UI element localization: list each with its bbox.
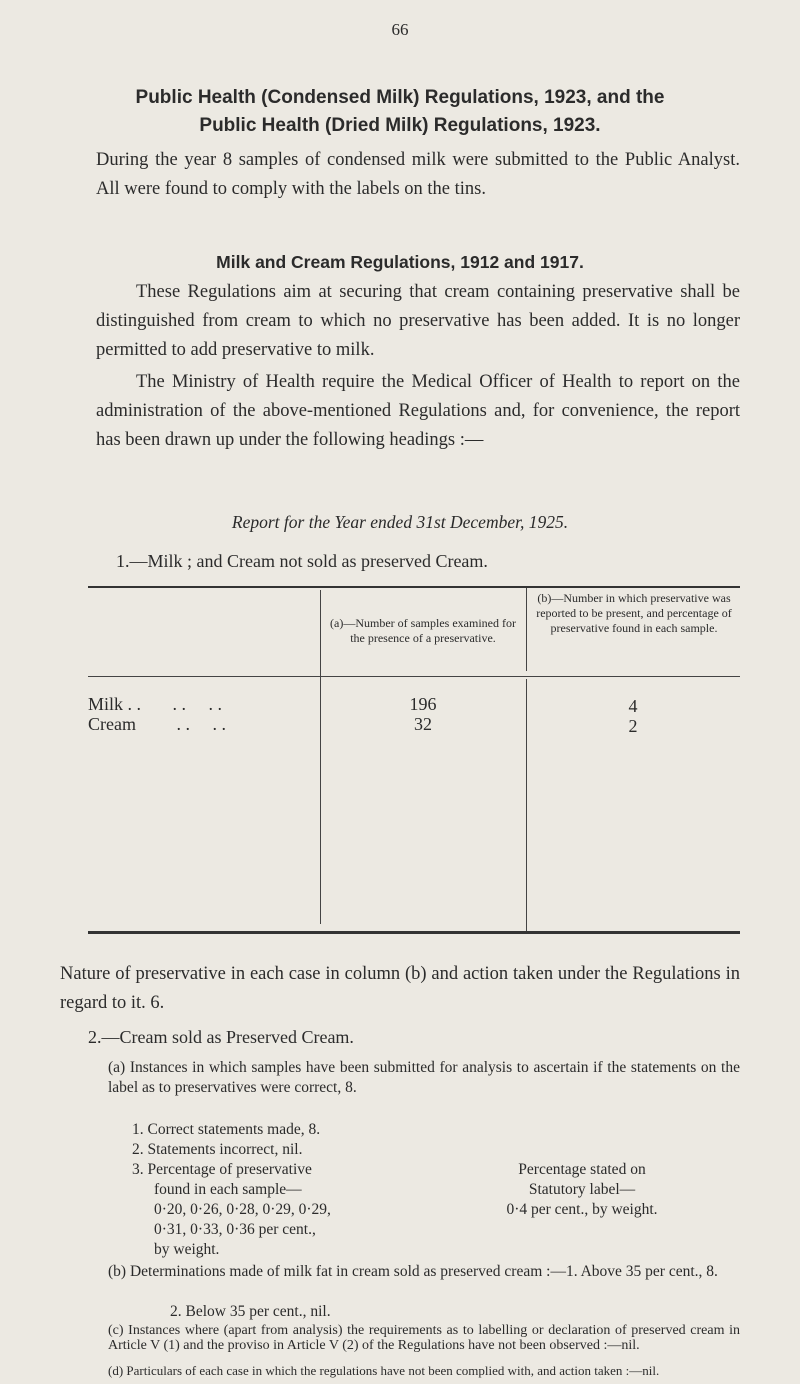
milk-preservative-count: 4: [628, 696, 638, 716]
stated-line-2: Statutory label—: [528, 1181, 636, 1198]
list-item-1: 1. Correct statements made, 8.: [132, 1121, 321, 1138]
section-2-heading: 2.—Cream sold as Preserved Cream.: [88, 1027, 354, 1047]
item-a: (a) Instances in which samples have been submitted for analysis to ascertain if the statements on the label as to preservatives were correct, 8.: [108, 1059, 740, 1096]
heading-line-2: Public Health (Dried Milk) Regulations, 1923.: [199, 115, 601, 136]
column-a-header: (a)—Number of samples examined for the presence of a preservative.: [330, 616, 516, 645]
item-b-2: 2. Below 35 per cent., nil.: [170, 1303, 331, 1320]
heading-condensed-milk: [0, 84, 800, 140]
item-d: (d) Particulars of each case in which the regulations have not been complied with, and action taken :—nil.: [108, 1364, 660, 1378]
paragraph-regulations-aim: These Regulations aim at securing that cream containing preservative shall be distinguished from cream to which no preservative has been added. It is no longer permitted to add preservative to milk.: [96, 282, 740, 360]
milk-samples-examined: 196: [409, 694, 437, 714]
preservative-table: [88, 586, 740, 918]
item-c: (c) Instances where (apart from analysis) the requirements as to labelling or declaration of preserved cream in Article V (1) and the proviso in Article V (2) of the Regulations have not been observed :—nil.: [108, 1323, 740, 1353]
table-bottom-rule: [88, 931, 740, 934]
table-header-rule: [88, 676, 740, 677]
cream-preservative-count: 2: [628, 716, 638, 736]
table-divider-1: [320, 590, 321, 924]
table-divider-2a: [526, 588, 527, 671]
list-item-3-line-5: by weight.: [154, 1241, 220, 1258]
list-item-2: 2. Statements incorrect, nil.: [132, 1141, 303, 1158]
section-1-heading: 1.—Milk ; and Cream not sold as preserved Cream.: [116, 551, 488, 571]
list-item-3-line-4: 0·31, 0·33, 0·36 per cent.,: [154, 1221, 316, 1238]
item-b: (b) Determinations made of milk fat in cream sold as preserved cream :—1. Above 35 per cent., 8.: [108, 1263, 718, 1280]
list-item-3-line-3: 0·20, 0·26, 0·28, 0·29, 0·29,: [154, 1201, 331, 1218]
paragraph-nature-preservative: Nature of preservative in each case in column (b) and action taken under the Regulations in regard to it. 6.: [60, 964, 740, 1013]
row-label-milk: Milk . . . . . .: [88, 694, 223, 714]
cream-samples-examined: 32: [414, 714, 432, 734]
heading-line-1: Public Health (Condensed Milk) Regulations, 1923, and the: [135, 87, 665, 108]
row-label-cream: Cream . . . .: [88, 714, 226, 734]
column-b-header: (b)—Number in which preservative was reported to be present, and percentage of preservative found in each sample.: [536, 591, 732, 635]
report-title: Report for the Year ended 31st December, 1925.: [231, 512, 569, 532]
paragraph-ministry: The Ministry of Health require the Medical Officer of Health to report on the administration of the above-mentioned Regulations and, for convenience, the report has been drawn up under the following headings :—: [96, 372, 740, 450]
list-item-3: 3. Percentage of preservative: [132, 1161, 312, 1178]
list-item-3-line-2: found in each sample—: [154, 1181, 302, 1198]
heading-milk-cream: Milk and Cream Regulations, 1912 and 1917.: [216, 252, 584, 272]
page-number: 66: [391, 20, 409, 39]
paragraph-condensed-milk: During the year 8 samples of condensed milk were submitted to the Public Analyst. All were found to comply with the labels on the tins.: [96, 150, 740, 199]
stated-line-1: Percentage stated on: [518, 1161, 646, 1178]
table-top-rule: [88, 586, 740, 588]
stated-line-3: 0·4 per cent., by weight.: [506, 1201, 658, 1218]
